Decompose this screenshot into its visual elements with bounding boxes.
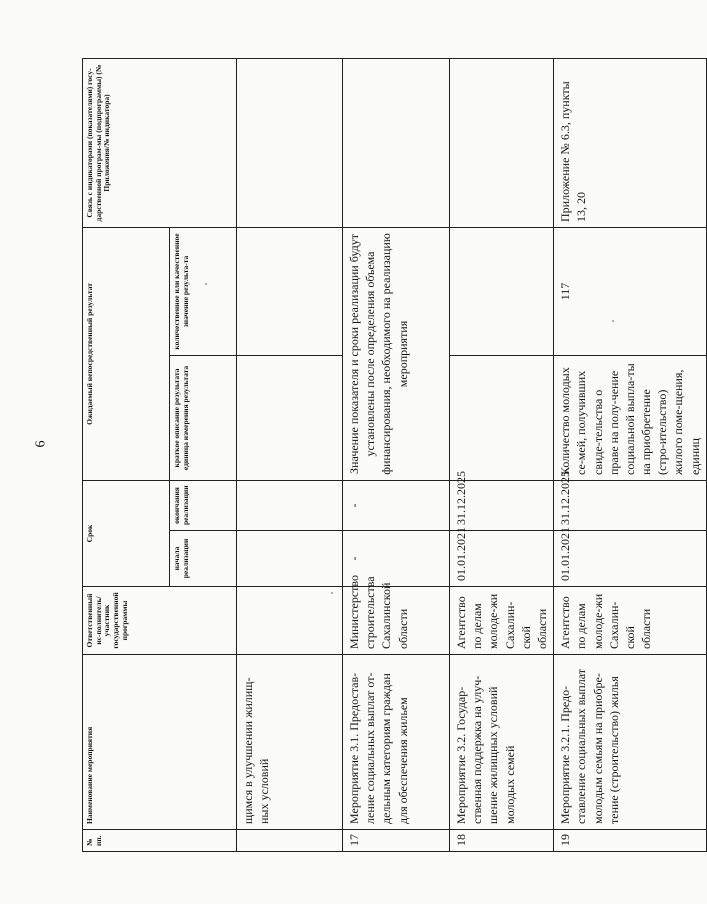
row-start: 01.01.2021 bbox=[554, 531, 707, 587]
row-num: 18 bbox=[450, 830, 554, 852]
row-value bbox=[450, 227, 554, 355]
row-responsible: Агентство по делам молоде-жи Сахалин-ской области bbox=[554, 587, 707, 655]
row-value bbox=[237, 227, 343, 355]
row-desc bbox=[450, 355, 554, 480]
row-responsible: Агентство по делам молоде-жи Сахалин-ской области bbox=[450, 587, 554, 655]
header-expected-desc: краткое описание результата единица измерения результата bbox=[170, 355, 237, 480]
scan-speck bbox=[612, 320, 614, 322]
header-term: Срок bbox=[83, 480, 170, 586]
row-num: 19 bbox=[554, 830, 707, 852]
header-name: Наименование мероприятия bbox=[83, 655, 237, 830]
row-num bbox=[237, 830, 343, 852]
header-num: № пп. bbox=[83, 830, 237, 852]
header-term-end: окончания реализации bbox=[170, 480, 237, 530]
header-link: Связь с индикаторами (показателями) госу-дарственной програм-мы (подпрограммы) (№ Приложения/№ индикатора) bbox=[83, 58, 237, 227]
row-responsible: Министерство строительства Сахалинской области bbox=[343, 587, 450, 655]
header-expected-value: количественное или качественное значение результа-та bbox=[170, 227, 237, 355]
row-desc bbox=[237, 355, 343, 480]
measures-table bbox=[82, 58, 707, 852]
row-end: 31.12.2025 bbox=[450, 480, 554, 530]
row-responsible bbox=[237, 587, 343, 655]
row-link bbox=[343, 58, 450, 227]
row-name: Мероприятие 3.2. Государ-ственная поддержка на улуч-шение жилищных условий молодых семей bbox=[450, 655, 554, 830]
row-end bbox=[237, 480, 343, 530]
row-link bbox=[450, 58, 554, 227]
row-value: 117 bbox=[554, 227, 707, 355]
table-row bbox=[237, 58, 343, 851]
row-start bbox=[237, 531, 343, 587]
row-link: Приложение № 6.3, пункты 13, 20 bbox=[554, 58, 707, 227]
row-end: 31.12.2025 bbox=[554, 480, 707, 530]
table-row bbox=[450, 58, 554, 851]
row-name: Мероприятие 3.1. Предостав-ление социальных выплат от-дельным категориям граждан для обеспечения жильем bbox=[343, 655, 450, 830]
row-end: - bbox=[343, 480, 450, 530]
table-row bbox=[554, 58, 707, 851]
header-expected: Ожидаемый непосредственный результат bbox=[83, 227, 170, 480]
scan-speck bbox=[205, 283, 207, 285]
table-row bbox=[343, 58, 450, 851]
row-desc: Количество молодых се-мей, получивших свиде-тельства о праве на полу-чение социальной выпла-ты на приобретение (стро-ительство) жилого поме-щения, единиц bbox=[554, 355, 707, 480]
row-name: Мероприятие 3.2.1. Предо-ставление социальных выплат молодым семьям на приобре-тение (строительство) жилья bbox=[554, 655, 707, 830]
scan-speck bbox=[331, 592, 333, 594]
row-merged-result: Значение показателя и сроки реализации будут установлены после определения объема финансирования, необходимого на реализацию мероприятия bbox=[343, 227, 450, 480]
row-start: 01.01.2021 bbox=[450, 531, 554, 587]
header-responsible: Ответственный ис-полнитель/участник государственной программы bbox=[83, 587, 237, 655]
row-name: щимся в улучшении жилищ-ных условий bbox=[237, 655, 343, 830]
header-term-start: начала реализации bbox=[170, 531, 237, 587]
rotated-table-page bbox=[82, 59, 702, 852]
row-start: - bbox=[343, 531, 450, 587]
page-number: 6 bbox=[33, 440, 49, 448]
row-num: 17 bbox=[343, 830, 450, 852]
row-link bbox=[237, 58, 343, 227]
